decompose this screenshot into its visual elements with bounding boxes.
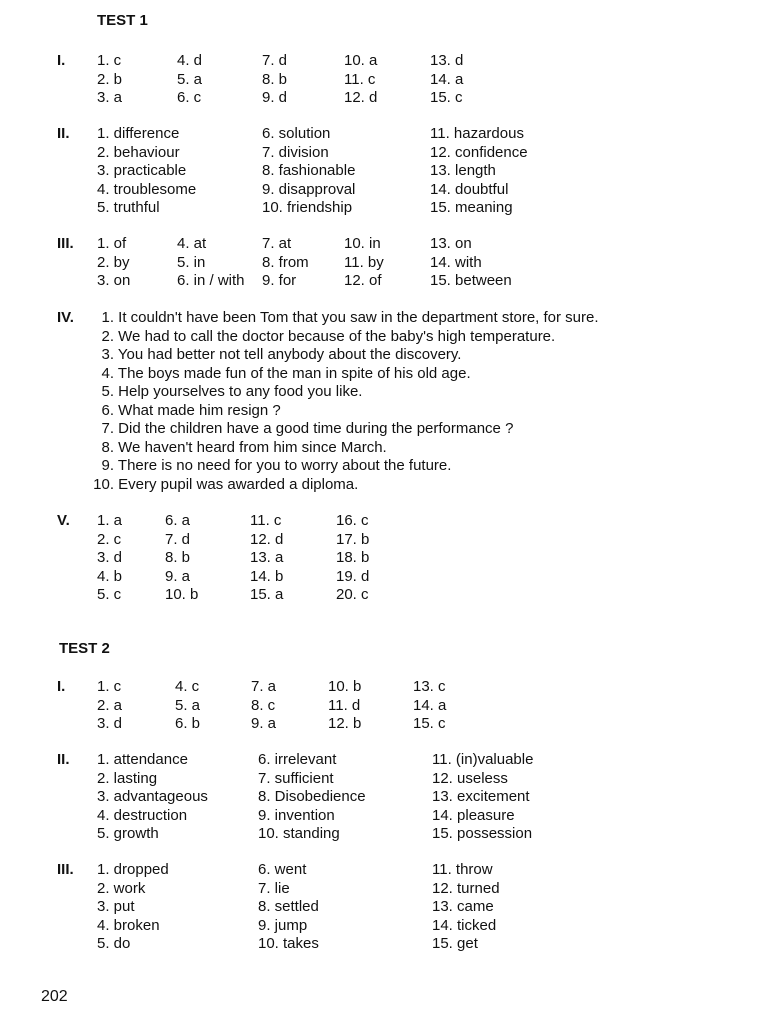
test1-sec3-col5 — [430, 235, 512, 291]
answer: 3. put — [97, 898, 135, 915]
sentence-number: 5. — [101, 383, 114, 400]
sentence-number: 6. — [101, 401, 114, 419]
answer: 8. c — [251, 696, 276, 714]
test1-sec1-col2 — [177, 52, 202, 108]
answer: 6. irrelevant — [258, 751, 337, 768]
answer: 3. a — [97, 89, 123, 106]
test1-sec5-col4 — [336, 512, 369, 605]
answer: 5. a — [177, 70, 203, 88]
test1-sec5-col3 — [250, 512, 283, 605]
answer: 12. confidence — [430, 143, 528, 161]
answer: 5. in — [177, 253, 206, 271]
answer: 1. c — [97, 52, 122, 69]
sentence-text: Did the children have a good time during the performance ? — [118, 420, 514, 437]
answer: 2. lasting — [97, 769, 158, 787]
answer: 12. d — [344, 89, 378, 106]
answer: 15. between — [430, 272, 512, 289]
answer: 11. c — [250, 512, 282, 529]
sentence-number: 3. — [101, 346, 114, 363]
answer: 5. truthful — [97, 199, 160, 216]
answer: 9. a — [165, 567, 191, 585]
answer: 13. came — [432, 898, 494, 915]
answer: 15. c — [430, 89, 463, 106]
answer: 8. fashionable — [262, 162, 356, 179]
answer: 2. by — [97, 253, 130, 271]
answer: 6. b — [175, 715, 201, 732]
sentence-row — [86, 309, 599, 328]
answer: 3. practicable — [97, 162, 187, 179]
test1-section3-roman: III. — [57, 235, 74, 252]
answer: 2. c — [97, 530, 122, 548]
test2-sec1-col4 — [328, 678, 361, 734]
test2-section2-roman: II. — [57, 751, 70, 768]
answer: 11. d — [328, 696, 361, 714]
sentence-number: 9. — [101, 457, 114, 474]
answer: 7. d — [165, 530, 191, 548]
test2-section1-roman: I. — [57, 678, 66, 695]
answer: 10. b — [165, 586, 199, 603]
answer: 13. excitement — [432, 788, 530, 805]
answer: 1. a — [97, 512, 123, 529]
test1-sec3-col4 — [344, 235, 384, 291]
answer: 13. a — [250, 549, 284, 566]
test1-section4-roman: IV. — [57, 309, 74, 326]
answer: 8. settled — [258, 898, 319, 915]
answer: 12. useless — [432, 769, 508, 787]
answer: 1. difference — [97, 125, 180, 142]
answer: 7. division — [262, 143, 329, 161]
answer: 15. c — [413, 715, 446, 732]
answer: 4. c — [175, 678, 200, 695]
answer: 15. get — [432, 935, 478, 952]
sentence-row — [86, 383, 599, 402]
answer: 8. b — [165, 549, 191, 566]
answer: 12. d — [250, 530, 284, 548]
test1-sec2-col3 — [430, 125, 528, 218]
answer: 20. c — [336, 586, 369, 603]
answer: 8. b — [262, 70, 288, 88]
test1-sec3-col3 — [262, 235, 309, 291]
test1-sec1-col1 — [97, 52, 122, 108]
sentence-row — [86, 402, 599, 421]
answer: 11. (in)valuable — [432, 751, 534, 768]
answer: 9. jump — [258, 916, 308, 934]
answer: 10. b — [328, 678, 362, 695]
sentence-text: We had to call the doctor because of the baby's high temperature. — [118, 327, 556, 345]
sentence-row — [86, 457, 599, 476]
test1-sec3-col1 — [97, 235, 130, 291]
test2-sec1-col2 — [175, 678, 200, 734]
test2-sec3-col3 — [432, 861, 500, 954]
answer: 7. a — [251, 678, 277, 695]
sentence-text: We haven't heard from him since March. — [118, 438, 387, 456]
answer: 13. d — [430, 52, 464, 69]
answer: 12. turned — [432, 879, 500, 897]
sentence-row — [86, 328, 599, 347]
answer: 14. ticked — [432, 916, 497, 934]
sentence-number: 2. — [101, 327, 114, 345]
test2-sec2-col2 — [258, 751, 366, 844]
sentence-number: 7. — [101, 420, 114, 437]
test2-sec1-col3 — [251, 678, 276, 734]
answer: 12. b — [328, 715, 362, 732]
answer: 5. do — [97, 935, 131, 952]
answer: 19. d — [336, 567, 370, 585]
answer: 1. c — [97, 678, 122, 695]
answer: 15. a — [250, 586, 284, 603]
test1-sec2-col2 — [262, 125, 355, 218]
answer: 6. a — [165, 512, 191, 529]
answer: 9. a — [251, 715, 277, 732]
answer: 18. b — [336, 549, 370, 566]
answer: 14. with — [430, 253, 482, 271]
answer: 9. disapproval — [262, 180, 356, 198]
answer: 9. d — [262, 89, 288, 106]
answer: 4. b — [97, 567, 123, 585]
test1-title: TEST 1 — [97, 12, 148, 29]
sentence-row — [86, 476, 599, 495]
answer: 7. at — [262, 235, 292, 252]
answer: 14. a — [413, 696, 447, 714]
test1-sec1-col5 — [430, 52, 463, 108]
answer: 2. work — [97, 879, 146, 897]
test2-sec2-col1 — [97, 751, 208, 844]
sentence-row — [86, 420, 599, 439]
test2-section3-roman: III. — [57, 861, 74, 878]
answer: 7. d — [262, 52, 288, 69]
answer: 14. doubtful — [430, 180, 509, 198]
answer: 14. pleasure — [432, 806, 515, 824]
sentence-number: 8. — [101, 438, 114, 456]
answer: 4. d — [177, 52, 203, 69]
sentence-row — [86, 439, 599, 458]
test1-sec5-col1 — [97, 512, 122, 605]
answer: 4. troublesome — [97, 180, 197, 198]
answer: 16. c — [336, 512, 369, 529]
sentence-text: Help yourselves to any food you like. — [118, 383, 363, 400]
answer: 1. of — [97, 235, 127, 252]
sentence-row — [86, 365, 599, 384]
answer: 9. for — [262, 272, 297, 289]
answer: 4. at — [177, 235, 207, 252]
answer: 6. solution — [262, 125, 331, 142]
answer: 17. b — [336, 530, 370, 548]
page-number: 202 — [41, 988, 68, 1005]
answer: 12. of — [344, 272, 382, 289]
test1-sec3-col2 — [177, 235, 245, 291]
answer: 6. went — [258, 861, 307, 878]
answer: 10. in — [344, 235, 381, 252]
answer: 10. friendship — [262, 199, 353, 216]
answer: 4. destruction — [97, 806, 188, 824]
answer: 5. c — [97, 586, 122, 603]
sentence-text: There is no need for you to worry about the future. — [117, 457, 452, 474]
answer: 3. advantageous — [97, 788, 208, 805]
answer: 3. d — [97, 549, 123, 566]
test1-sec4-sentences — [86, 309, 599, 494]
test2-sec1-col5 — [413, 678, 446, 734]
answer: 15. possession — [432, 825, 533, 842]
sentence-text: What made him resign ? — [118, 401, 281, 419]
answer: 14. b — [250, 567, 284, 585]
answer: 7. lie — [258, 879, 290, 897]
answer: 3. d — [97, 715, 123, 732]
answer: 8. from — [262, 253, 309, 271]
answer: 11. throw — [432, 861, 493, 878]
sentence-text: Every pupil was awarded a diploma. — [118, 475, 359, 493]
sentence-number: 4. — [101, 364, 114, 382]
sentence-text: You had better not tell anybody about the discovery. — [117, 346, 462, 363]
answer: 1. attendance — [97, 751, 188, 768]
test1-section2-roman: II. — [57, 125, 70, 142]
sentence-number: 1. — [101, 309, 114, 326]
answer: 13. on — [430, 235, 472, 252]
answer: 2. b — [97, 70, 123, 88]
answer: 10. standing — [258, 825, 340, 842]
test1-section5-roman: V. — [57, 512, 70, 529]
answer: 13. c — [413, 678, 446, 695]
answer: 11. c — [344, 70, 376, 88]
answer: 4. broken — [97, 916, 160, 934]
answer: 6. in / with — [177, 272, 245, 289]
test2-sec3-col2 — [258, 861, 319, 954]
test1-sec1-col3 — [262, 52, 287, 108]
test2-sec3-col1 — [97, 861, 169, 954]
answer: 15. meaning — [430, 199, 513, 216]
sentence-row — [86, 346, 599, 365]
answer: 9. invention — [258, 806, 335, 824]
answer: 6. c — [177, 89, 202, 106]
test1-sec2-col1 — [97, 125, 196, 218]
test1-sec5-col2 — [165, 512, 198, 605]
answer: 10. takes — [258, 935, 319, 952]
answer: 8. Disobedience — [258, 788, 366, 805]
answer: 11. hazardous — [430, 125, 524, 142]
answer: 1. dropped — [97, 861, 169, 878]
answer: 2. a — [97, 696, 123, 714]
answer: 7. sufficient — [258, 769, 334, 787]
answer: 10. a — [344, 52, 378, 69]
answer: 3. on — [97, 272, 131, 289]
answer: 11. by — [344, 253, 384, 271]
answer: 2. behaviour — [97, 143, 180, 161]
sentence-text: The boys made fun of the man in spite of his old age. — [117, 364, 471, 382]
test2-sec2-col3 — [432, 751, 533, 844]
sentence-text: It couldn't have been Tom that you saw in the department store, for sure. — [118, 309, 599, 326]
sentence-number: 10. — [93, 475, 114, 493]
answer: 13. length — [430, 162, 496, 179]
answer: 5. growth — [97, 825, 159, 842]
answer: 14. a — [430, 70, 464, 88]
test1-section1-roman: I. — [57, 52, 66, 69]
answer: 5. a — [175, 696, 201, 714]
test1-sec1-col4 — [344, 52, 377, 108]
test2-sec1-col1 — [97, 678, 122, 734]
test2-title: TEST 2 — [59, 640, 110, 657]
